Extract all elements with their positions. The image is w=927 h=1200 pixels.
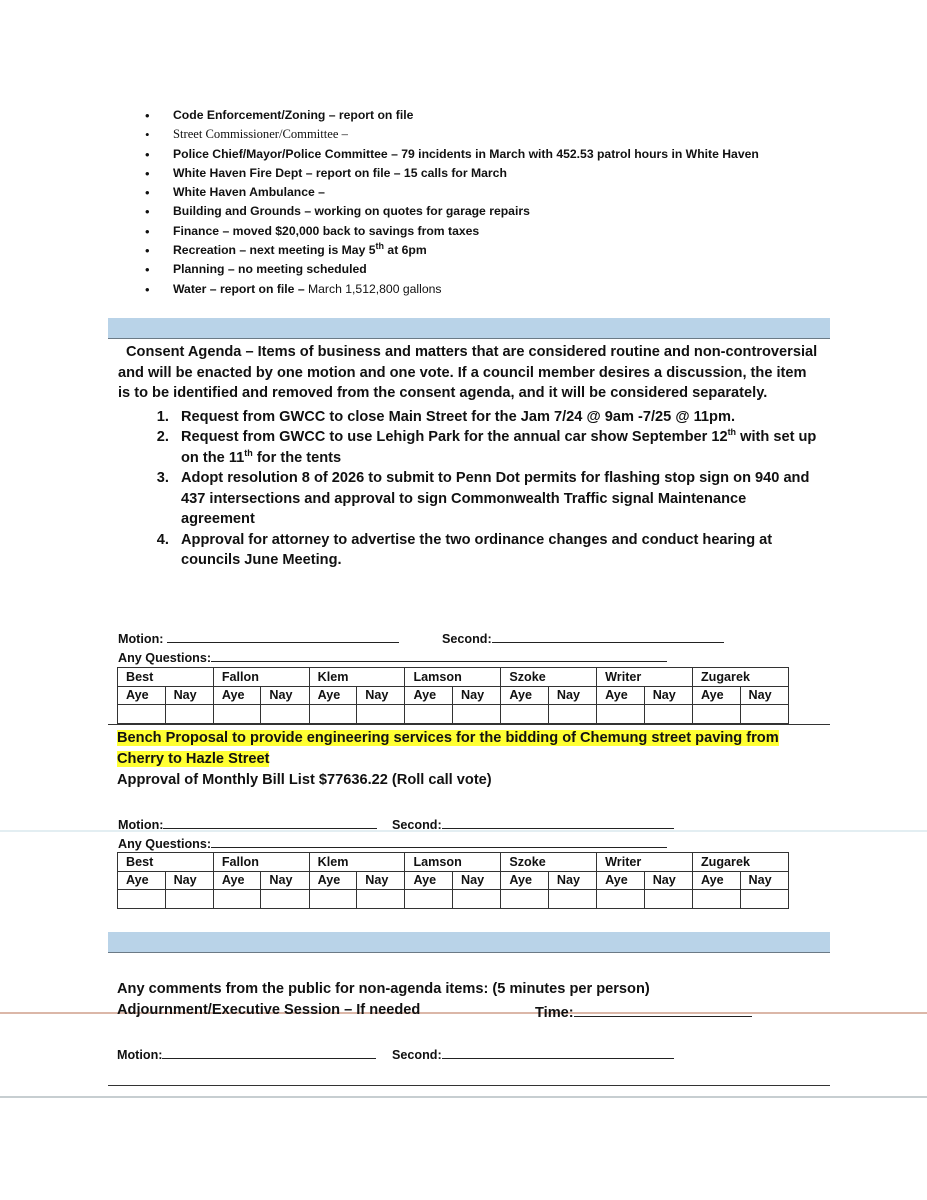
roll-call-table-1	[117, 667, 789, 724]
consent-item: 3. Adopt resolution 8 of 2026 to submit to Penn Dot permits for flashing stop sign on 940 and 437 intersections and approval to sign Commonwealth Traffic signal Maintenance agreement	[173, 468, 818, 530]
vote-cell[interactable]	[213, 705, 261, 724]
questions-field-2[interactable]: Any Questions:	[118, 835, 667, 851]
vote-cell[interactable]	[597, 890, 645, 909]
divider-line	[108, 1085, 830, 1086]
aye-nay-row: Aye Nay Aye Nay Aye Nay Aye Nay Aye Nay Aye Nay Aye Nay	[118, 686, 789, 705]
vote-entry-row	[118, 705, 789, 724]
vote-cell[interactable]	[405, 705, 453, 724]
vote-cell[interactable]	[118, 705, 166, 724]
vote-cell[interactable]	[357, 705, 405, 724]
vote-entry-row	[118, 890, 789, 909]
vote-cell[interactable]	[309, 705, 357, 724]
public-comments: Any comments from the public for non-agenda items: (5 minutes per person)	[117, 981, 650, 997]
second-field-3[interactable]: Second:	[392, 1046, 674, 1062]
second-field-2[interactable]: Second:	[392, 816, 674, 832]
second-field-1[interactable]: Second:	[442, 630, 724, 646]
section-divider-band	[108, 318, 830, 339]
vote-cell[interactable]	[501, 705, 549, 724]
highlighted-bench-proposal: Bench Proposal to provide engineering services for the bidding of Chemung street paving from Cherry to Hazle Street	[117, 730, 779, 767]
report-item: • Finance – moved $20,000 back to savings from taxes	[145, 222, 759, 241]
scan-artifact-line	[0, 1096, 927, 1098]
vote-cell[interactable]	[692, 705, 740, 724]
time-field[interactable]: Time:	[535, 1002, 752, 1021]
vote-cell[interactable]	[501, 890, 549, 909]
vote-cell[interactable]	[357, 890, 405, 909]
consent-agenda-intro: Consent Agenda – Items of business and matters that are considered routine and non-controversial and will be enacted by one motion and one vote. If a council member desires a discussion, the item is to be identified and removed from the consent agenda, and it will be considered separately.	[118, 344, 818, 401]
vote-cell[interactable]	[453, 890, 501, 909]
vote-cell[interactable]	[453, 705, 501, 724]
vote-cell[interactable]	[740, 890, 788, 909]
vote-cell[interactable]	[165, 705, 213, 724]
report-item: • Building and Grounds – working on quotes for garage repairs	[145, 202, 759, 221]
report-item: • Planning – no meeting scheduled	[145, 260, 759, 279]
vote-cell[interactable]	[597, 705, 645, 724]
motion-field-3[interactable]: Motion:	[117, 1046, 376, 1062]
motion-field-1[interactable]: Motion:	[118, 630, 399, 646]
report-item: • Street Commissioner/Committee –	[145, 125, 759, 144]
report-item: • Recreation – next meeting is May 5th at 6pm	[145, 241, 759, 260]
vote-cell[interactable]	[644, 890, 692, 909]
consent-agenda-items	[118, 407, 818, 571]
report-item: • White Haven Fire Dept – report on file – 15 calls for March	[145, 164, 759, 183]
consent-item: 1. Request from GWCC to close Main Street for the Jam 7/24 @ 9am -7/25 @ 11pm.	[173, 407, 818, 428]
report-item: • Code Enforcement/Zoning – report on file	[145, 106, 759, 125]
aye-nay-row: Aye Nay Aye Nay Aye Nay Aye Nay Aye Nay Aye Nay Aye Nay	[118, 871, 789, 890]
vote-cell[interactable]	[261, 705, 309, 724]
bench-proposal	[117, 728, 797, 791]
vote-cell[interactable]	[165, 890, 213, 909]
vote-cell[interactable]	[644, 705, 692, 724]
vote-cell[interactable]	[405, 890, 453, 909]
vote-cell[interactable]	[118, 890, 166, 909]
consent-item: 4. Approval for attorney to advertise the two ordinance changes and conduct hearing at councils June Meeting.	[173, 530, 818, 571]
adjournment: Adjournment/Executive Session – If needed	[117, 1002, 421, 1018]
bill-list-approval: Approval of Monthly Bill List $77636.22 (Roll call vote)	[117, 772, 492, 788]
motion-field-2[interactable]: Motion:	[118, 816, 377, 832]
vote-cell[interactable]	[309, 890, 357, 909]
report-item: • White Haven Ambulance –	[145, 183, 759, 202]
department-reports-list	[145, 106, 759, 299]
consent-item: 2. Request from GWCC to use Lehigh Park for the annual car show September 12th with set up on the 11th for the tents	[173, 427, 818, 468]
questions-field-1[interactable]: Any Questions:	[118, 649, 667, 665]
member-row: Best Fallon Klem Lamson Szoke Writer Zugarek	[118, 668, 789, 687]
vote-cell[interactable]	[213, 890, 261, 909]
vote-cell[interactable]	[261, 890, 309, 909]
report-item: • Police Chief/Mayor/Police Committee – 79 incidents in March with 452.53 patrol hours in White Haven	[145, 145, 759, 164]
vote-cell[interactable]	[548, 705, 596, 724]
vote-cell[interactable]	[692, 890, 740, 909]
vote-cell[interactable]	[740, 705, 788, 724]
vote-cell[interactable]	[548, 890, 596, 909]
consent-agenda	[118, 342, 818, 571]
section-divider-band	[108, 932, 830, 953]
member-row: Best Fallon Klem Lamson Szoke Writer Zugarek	[118, 853, 789, 872]
report-item: • Water – report on file – March 1,512,800 gallons	[145, 280, 759, 299]
roll-call-table-2	[117, 852, 789, 909]
divider-line	[108, 724, 830, 725]
